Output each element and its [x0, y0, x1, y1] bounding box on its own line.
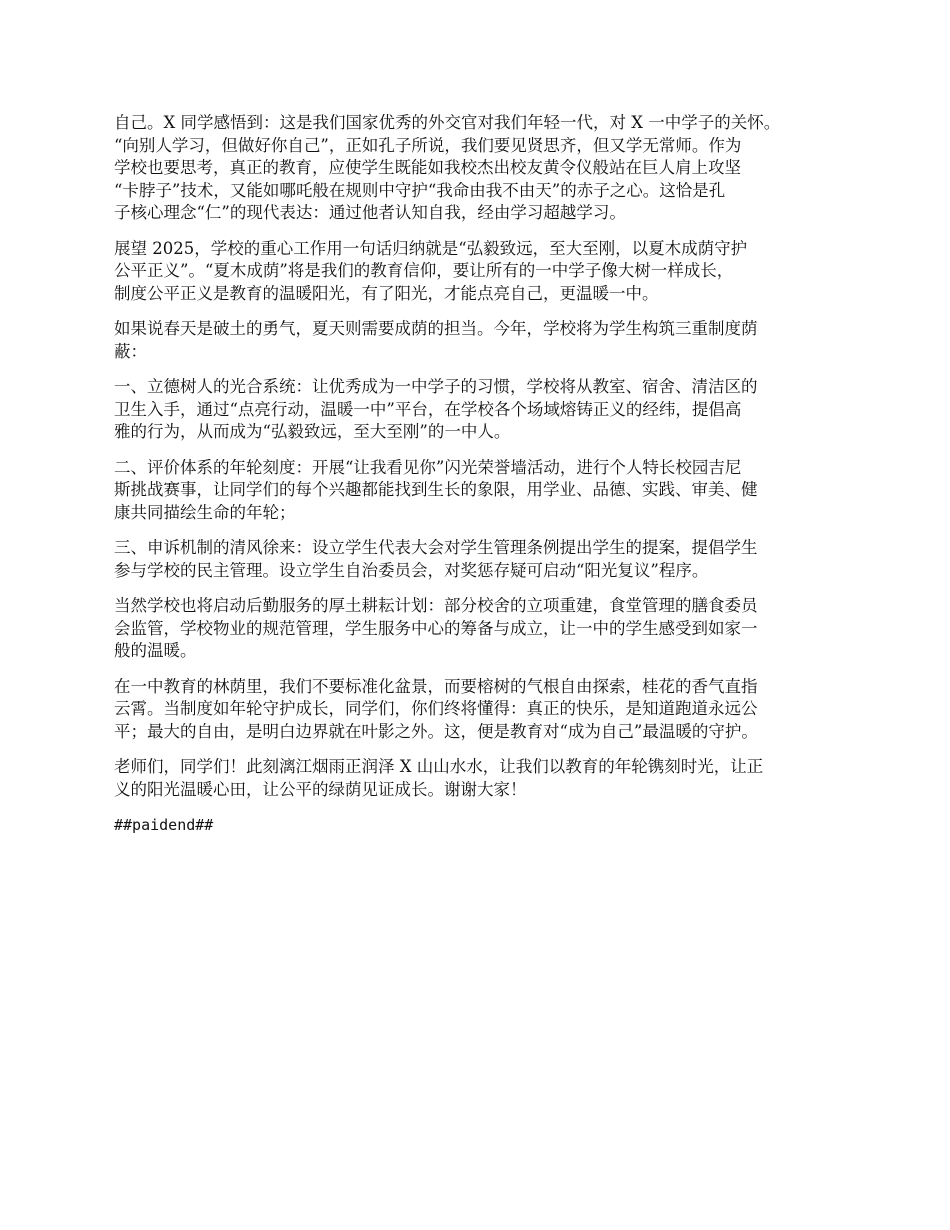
text-line: 展望 2025，学校的重心工作用一句话归纳就是“弘毅致远，至大至刚，以夏木成荫守护 — [114, 238, 748, 258]
text-line: 会监管，学校物业的规范管理，学生服务中心的筹备与成立，让一中的学生感受到如家一 — [114, 618, 758, 638]
text-line: 老师们，同学们！此刻漓江烟雨正润泽 X 山山水水，让我们以教育的年轮镌刻时光，让正 — [114, 757, 764, 776]
paragraph-logistics-plan — [114, 595, 854, 663]
text-line: 学校也要思考，真正的教育，应使学生既能如我校杰出校友黄令仪般站在巨人肩上攻坚 — [114, 158, 741, 177]
text-line: 般的温暖。 — [114, 641, 197, 660]
text-line: 斯挑战赛事，让同学们的每个兴趣都能找到生长的象限，用学业、品德、实践、审美、健 — [114, 480, 758, 499]
text-line: “向别人学习，但做好你自己”，正如孔子所说，我们要见贤思齐，但又学无常师。作为 — [114, 135, 742, 155]
text-line: “卡脖子”技术，又能如哪吒般在规则中守护“我命由我不由天”的赤子之心。这恰是孔 — [114, 180, 726, 200]
text-line: 一、立德树人的光合系统：让优秀成为一中学子的习惯，学校将从教室、宿舍、清洁区的 — [114, 377, 758, 396]
text-line: 蔽： — [114, 341, 147, 361]
paragraph-item-one — [114, 376, 854, 444]
paragraph-item-three — [114, 537, 854, 582]
paragraph-education-shade — [114, 676, 854, 744]
document-page — [114, 112, 854, 850]
text-line: 如果说春天是破土的勇气，夏天则需要成荫的担当。今年，学校将为学生构筑三重制度荫 — [114, 319, 758, 338]
text-line: 自己。X 同学感悟到：这是我们国家优秀的外交官对我们年轻一代，对 X 一中学子的关怀。 — [114, 113, 781, 132]
text-line: 参与学校的民主管理。设立学生自治委员会，对奖惩存疑可启动“阳光复议”程序。 — [114, 560, 709, 580]
paragraph-outlook-2025 — [114, 238, 854, 306]
text-line: 康共同描绘生命的年轮； — [114, 502, 296, 522]
text-line: 公平正义”。“夏木成荫”将是我们的教育信仰，要让所有的一中学子像大树一样成长， — [114, 261, 734, 280]
paragraph-closing — [114, 756, 854, 801]
text-line: 云霄。当制度如年轮守护成长，同学们，你们终将懂得：真正的快乐，是知道跑道永远公 — [114, 699, 758, 718]
text-line: 子核心理念“仁”的现代表达：通过他者认知自我，经由学习超越学习。 — [114, 203, 626, 222]
text-line: 二、评价体系的年轮刻度：开展“让我看见你”闪光荣誉墙活动，进行个人特长校园吉尼 — [114, 457, 742, 477]
end-marker: ##paidend## — [114, 816, 214, 834]
paragraph-item-two — [114, 457, 854, 525]
text-line: 三、申诉机制的清风徐来：设立学生代表大会对学生管理条例提出学生的提案，提倡学生 — [114, 538, 758, 557]
text-line: 平；最大的自由，是明白边界就在叶影之外。这，便是教育对“成为自己”最温暖的守护。 — [114, 721, 758, 741]
paragraph-three-systems-intro — [114, 318, 854, 363]
text-line: 义的阳光温暖心田，让公平的绿荫见证成长。谢谢大家！ — [114, 779, 527, 799]
text-line: 卫生入手，通过“点亮行动，温暖一中”平台，在学校各个场域熔铸正义的经纬，提倡高 — [114, 399, 742, 419]
text-line: 在一中教育的林荫里，我们不要标准化盆景，而要榕树的气根自由探索，桂花的香气直指 — [114, 676, 758, 696]
text-line: 当然学校也将启动后勤服务的厚土耕耘计划：部分校舍的立项重建，食堂管理的膳食委员 — [114, 596, 758, 615]
paragraph-reflection — [114, 112, 854, 225]
text-line: 制度公平正义是教育的温暖阳光，有了阳光，才能点亮自己，更温暖一中。 — [114, 283, 659, 303]
text-line: 雅的行为，从而成为“弘毅致远，至大至刚”的一中人。 — [114, 422, 511, 441]
